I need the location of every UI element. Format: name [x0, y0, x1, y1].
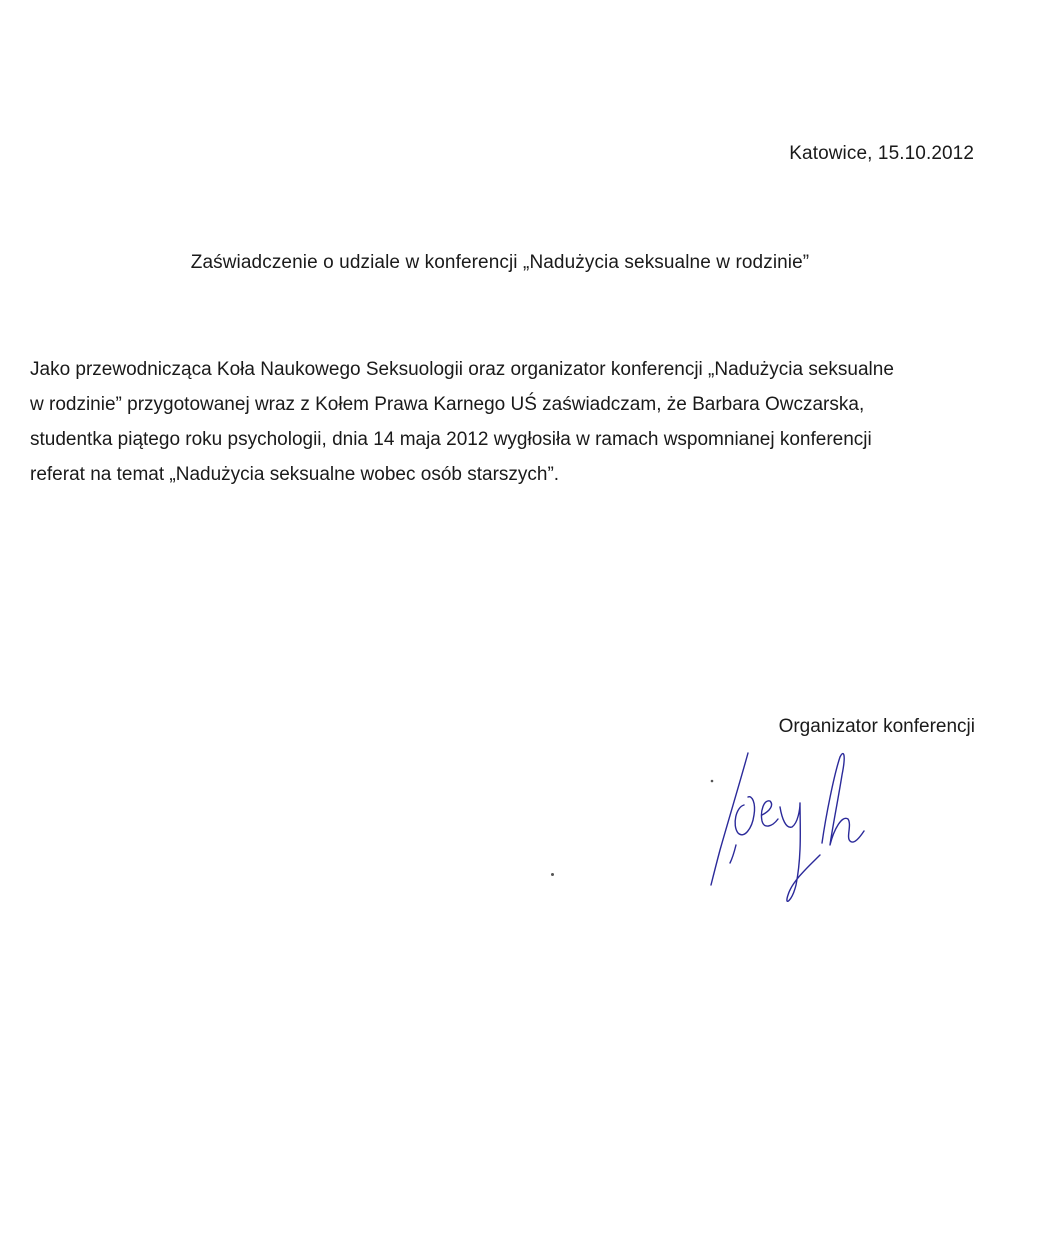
- body-line: studentka piątego roku psychologii, dnia 14 maja 2012 wygłosiła w ramach wspomnianej konferencji: [30, 429, 872, 450]
- handwritten-signature: [700, 745, 900, 915]
- signer-label: Organizator konferencji: [778, 716, 975, 737]
- body-line: referat na temat „Nadużycia seksualne wobec osób starszych”.: [30, 464, 560, 485]
- scan-speck: [551, 873, 554, 876]
- body-line: Jako przewodnicząca Koła Naukowego Seksuologii oraz organizator konferencji „Nadużycia seksualne: [30, 359, 894, 380]
- body-line: w rodzinie” przygotowanej wraz z Kołem Prawa Karnego UŚ zaświadczam, że Barbara Owczarska,: [30, 394, 865, 415]
- date-line: Katowice, 15.10.2012: [789, 143, 974, 164]
- document-title: Zaświadczenie o udziale w konferencji „Nadużycia seksualne w rodzinie”: [190, 252, 810, 273]
- body-paragraph: [30, 352, 990, 492]
